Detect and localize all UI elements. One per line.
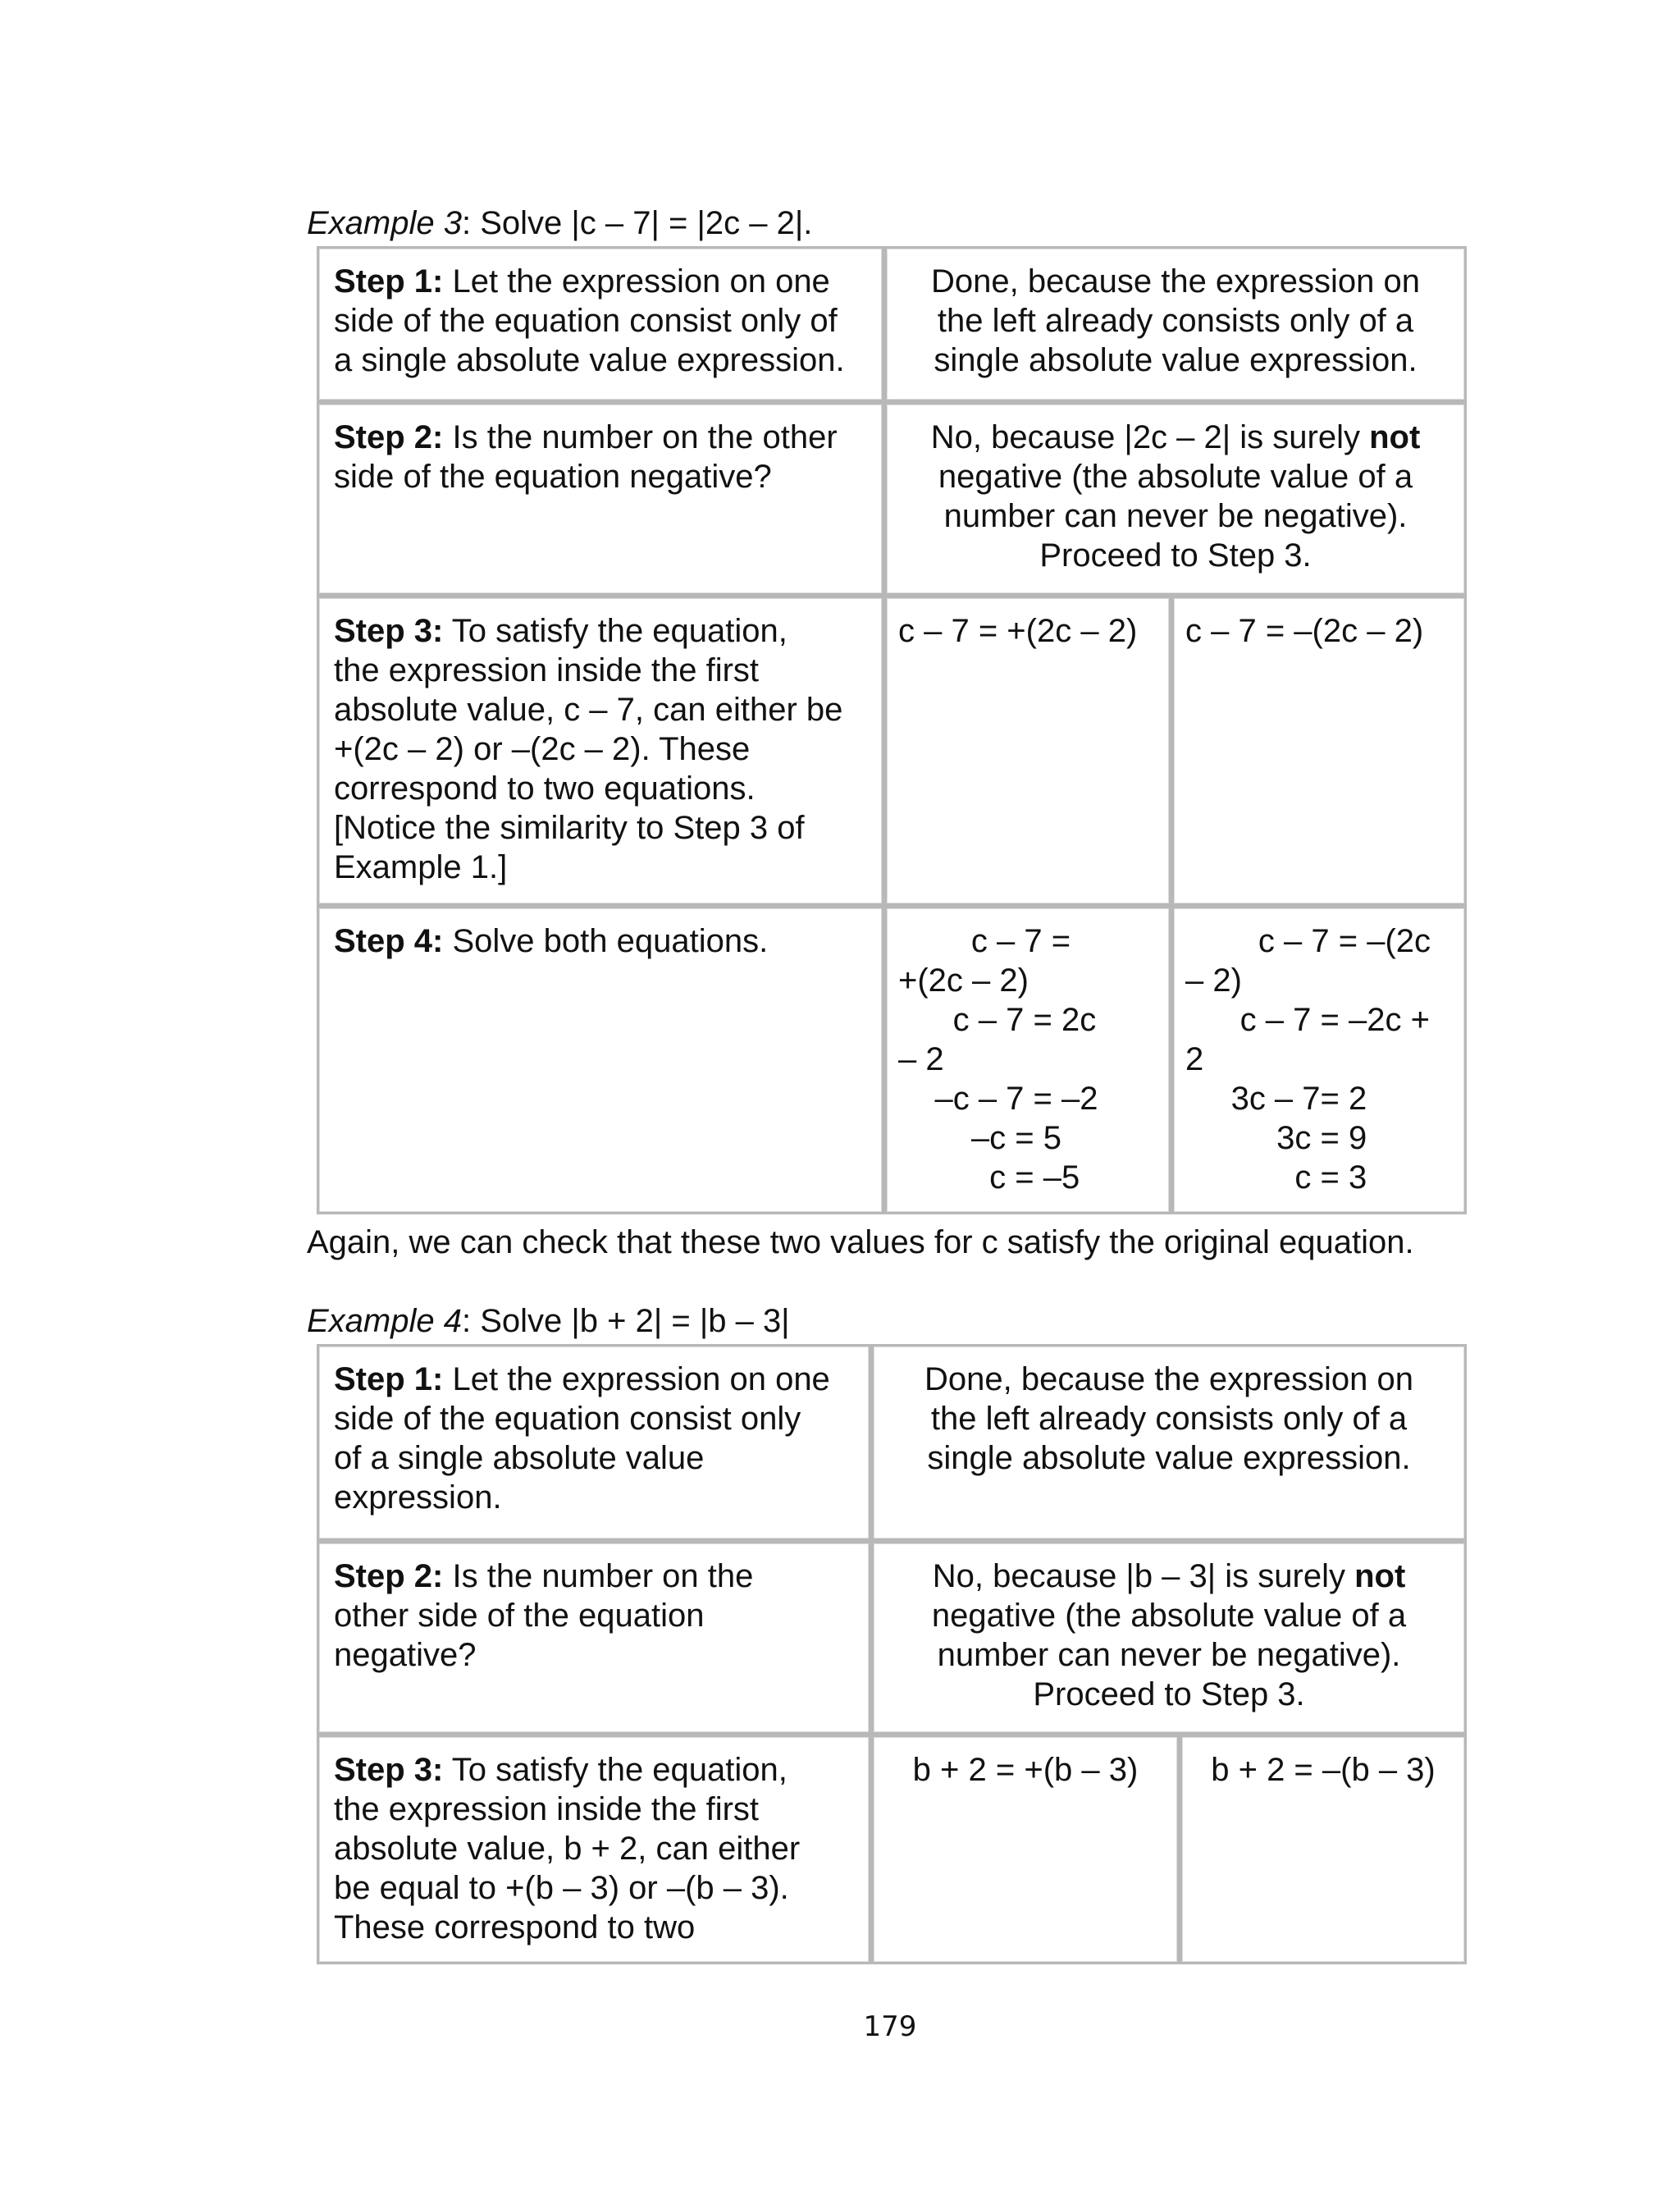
ex3-step3-label: Step 3: — [334, 613, 444, 649]
ex3-step4-cell: Step 4: Solve both equations. — [317, 906, 884, 1214]
ex3-step3-equation-left: c – 7 = +(2c – 2) — [884, 596, 1171, 906]
ex3-step1-answer: Done, because the expression on the left already consists only of a single absolute value expression. — [884, 246, 1467, 402]
ex3-step4-solution-right: c – 7 = –(2c – 2) c – 7 = –2c + 2 3c – 7= 2 3c = 9 c = 3 — [1171, 906, 1467, 1214]
example-4-label: Example 4 — [307, 1303, 462, 1339]
ex3-step2-label: Step 2: — [334, 419, 444, 455]
ex3-step4-label: Step 4: — [334, 923, 444, 959]
example-4-equation: : Solve |b + 2| = |b – 3| — [461, 1303, 790, 1339]
ex4-step2-answer: No, because |b – 3| is surely not negative (the absolute value of a number can never be negative). Proceed to Step 3. — [871, 1541, 1467, 1735]
example-3-label: Example 3 — [307, 205, 462, 241]
check-note: Again, we can check that these two values for c satisfy the original equation. — [307, 1224, 1414, 1260]
ex4-step1-label: Step 1: — [334, 1361, 444, 1397]
ex4-step3-cell: Step 3: To satisfy the equation, the expression inside the first absolute value, b + 2, can either be equal to +(b – 3) or –(b – 3). These correspond to two — [317, 1735, 871, 1964]
ex4-step1-cell: Step 1: Let the expression on one side of the equation consist only of a single absolute value expression. — [317, 1344, 871, 1541]
ex3-step3-equation-right: c – 7 = –(2c – 2) — [1171, 596, 1467, 906]
example-4-heading — [307, 1301, 790, 1341]
ex3-step4-solution-left: c – 7 = +(2c – 2) c – 7 = 2c – 2 –c – 7 = –2 –c = 5 c = –5 — [884, 906, 1171, 1214]
ex4-step2-cell: Step 2: Is the number on the other side of the equation negative? — [317, 1541, 871, 1735]
ex3-step1-label: Step 1: — [334, 263, 444, 299]
example-3-heading — [307, 203, 812, 243]
ex3-step2-cell: Step 2: Is the number on the other side of the equation negative? — [317, 402, 884, 596]
ex4-step3-equation-right: b + 2 = –(b – 3) — [1180, 1735, 1467, 1964]
ex4-step2-label: Step 2: — [334, 1558, 444, 1594]
ex3-step3-cell: Step 3: To satisfy the equation, the expression inside the first absolute value, c – 7, can either be +(2c – 2) or –(2c – 2). These correspond to two equations. [Notice the similarity to Step 3 of Example 1.] — [317, 596, 884, 906]
ex4-step3-equation-left: b + 2 = +(b – 3) — [871, 1735, 1180, 1964]
ex3-step1-cell: Step 1: Let the expression on one side of the equation consist only of a single absolute value expression. — [317, 246, 884, 402]
ex3-step2-answer: No, because |2c – 2| is surely not negative (the absolute value of a number can never be negative). Proceed to Step 3. — [884, 402, 1467, 596]
ex4-step3-label: Step 3: — [334, 1752, 444, 1788]
ex4-step1-answer: Done, because the expression on the left already consists only of a single absolute value expression. — [871, 1344, 1467, 1541]
example-3-equation: : Solve |c – 7| = |2c – 2|. — [461, 205, 813, 241]
page-number: 179 — [863, 2010, 917, 2043]
